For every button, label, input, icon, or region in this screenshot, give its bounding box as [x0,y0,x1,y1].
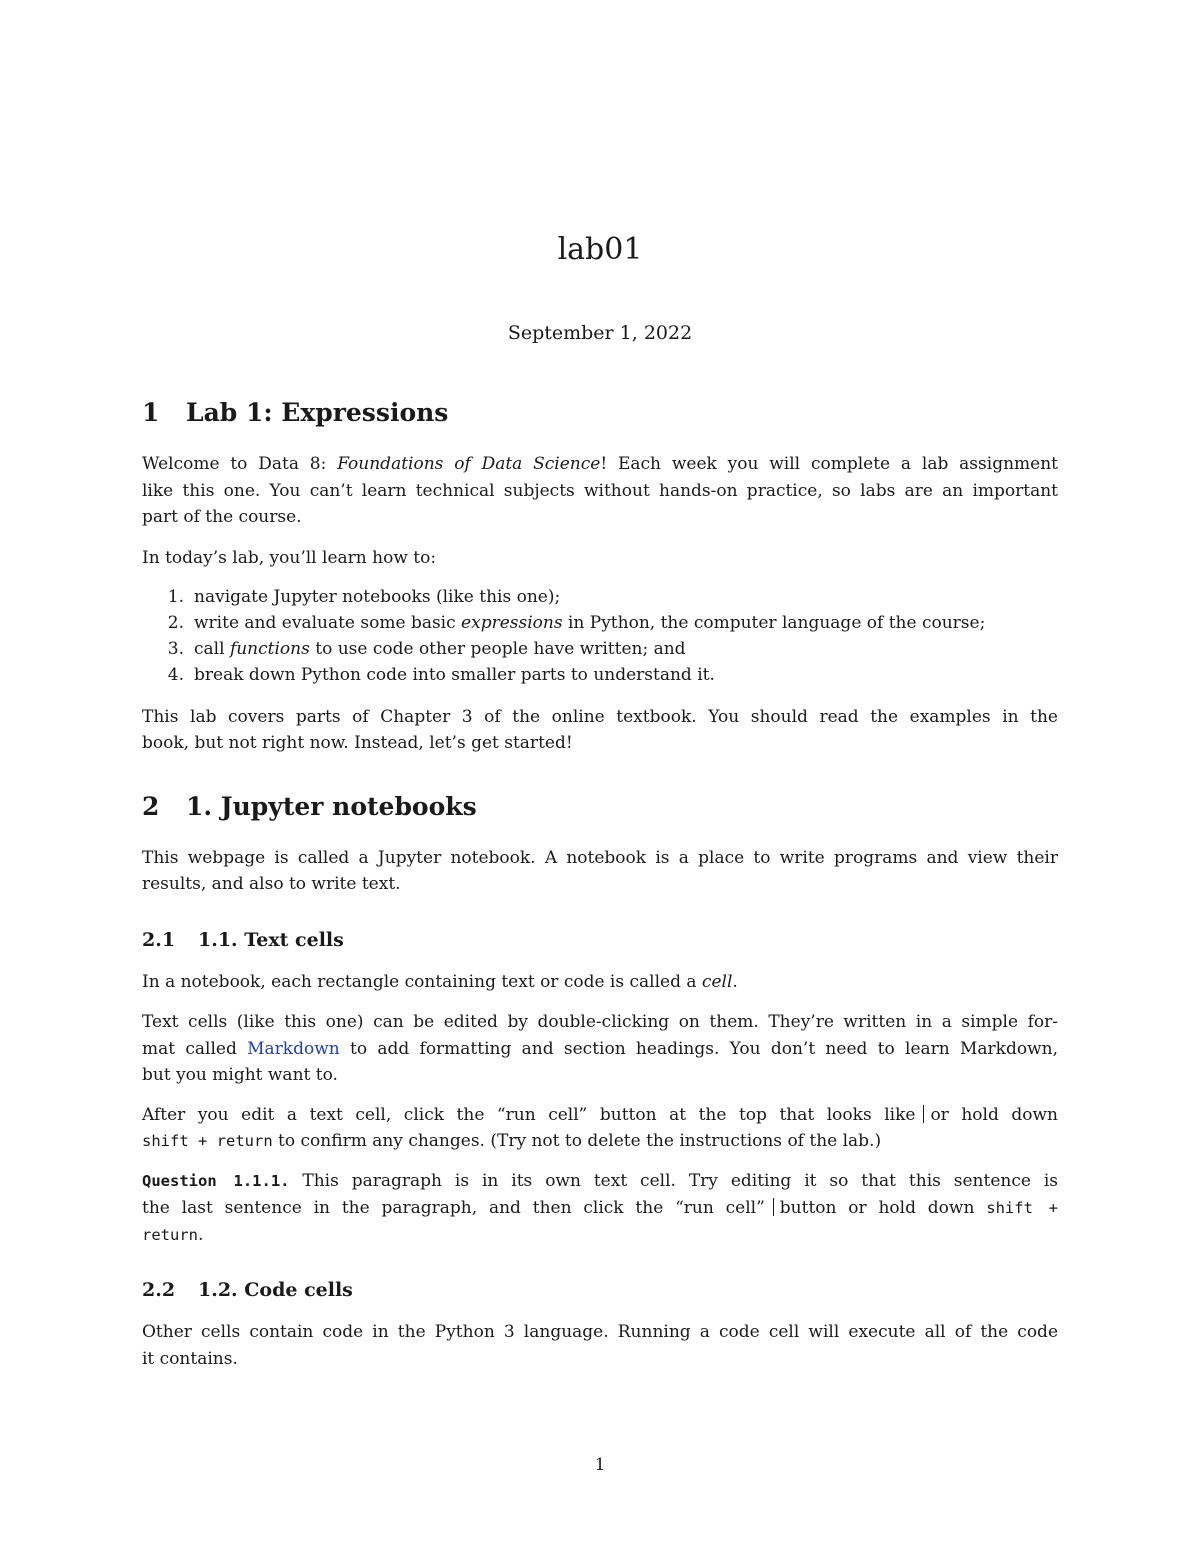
paragraph-line: like this one. You can’t learn technical subjects without hands-on practice, so labs are an important [142,481,1058,501]
section-title: Lab 1: Expressions [186,398,449,427]
section-heading-2 [142,792,477,821]
emphasis-text: Foundations of Data Science [337,454,601,474]
text-span: call [194,639,230,659]
list-number: 4. [167,665,184,685]
section-heading-1 [142,398,448,427]
page-number: 1 [594,1455,606,1475]
list-number: 2. [167,613,184,633]
paragraph-line: In today’s lab, you’ll learn how to: [142,548,437,568]
text-span: write and evaluate some basic [194,613,462,633]
text-span: This paragraph is in its own text cell. Try editing it so that this sentence is [289,1171,1058,1191]
text-span: . [732,972,738,992]
text-span: break down Python code into smaller parts to understand it. [194,665,715,685]
text-span: . [198,1225,204,1245]
text-span: to confirm any changes. (Try not to delete the instructions of the lab.) [272,1131,882,1151]
question-label: Question 1.1.1. [142,1172,290,1190]
subsection-title: 1.2. Code cells [198,1279,353,1301]
paragraph-line [142,1105,1058,1125]
run-cell-icon [923,1105,924,1123]
paragraph-line: book, but not right now. Instead, let’s get started! [142,733,573,753]
question-line [142,1198,1058,1218]
document-title: lab01 [557,232,643,267]
markdown-link[interactable]: Markdown [247,1039,340,1059]
list-item [142,665,715,685]
question-line [142,1171,1058,1191]
text-span: to add formatting and section headings. You don’t need to learn Markdown, [339,1039,1058,1059]
emphasis-text: cell [701,972,733,992]
code-text: shift + return [142,1132,273,1150]
subsection-title: 1.1. Text cells [198,929,344,951]
emphasis-text: functions [229,639,310,659]
subsection-number: 2.1 [142,929,176,951]
subsection-heading-2-1 [142,929,344,951]
text-span: to use code other people have written; and [309,639,686,659]
paragraph-line: Text cells (like this one) can be edited by double-clicking on them. They’re written in a simple for- [142,1012,1058,1032]
text-span: mat called [142,1039,248,1059]
code-text: return [142,1226,198,1244]
subsection-number: 2.2 [142,1279,176,1301]
list-item [142,613,985,633]
paragraph-line: Other cells contain code in the Python 3 language. Running a code cell will execute all of the code [142,1322,1058,1342]
section-number: 1 [142,398,160,427]
paragraph-line: This webpage is called a Jupyter notebook. A notebook is a place to write programs and view their [142,848,1058,868]
list-number: 3. [167,639,184,659]
paragraph-line: it contains. [142,1349,238,1369]
subsection-heading-2-2 [142,1279,353,1301]
document-date: September 1, 2022 [507,322,693,344]
code-text: shift + [986,1199,1058,1217]
text-span: or hold down [930,1105,1058,1125]
question-line [142,1225,1058,1245]
paragraph-line: results, and also to write text. [142,874,401,894]
text-span: Welcome to Data 8: [142,454,338,474]
text-span: After you edit a text cell, click the “run cell” button at the top that looks like [142,1105,916,1125]
list-item [142,587,560,607]
section-title: 1. Jupyter notebooks [186,792,477,821]
text-span: ! Each week you will complete a lab assignment [600,454,1058,474]
paragraph-line: This lab covers parts of Chapter 3 of the online textbook. You should read the examples in the [142,707,1058,727]
paragraph-line [142,1039,1058,1059]
text-span: button or hold down [779,1198,987,1218]
paragraph-line [142,1131,1058,1151]
text-span: the last sentence in the paragraph, and then click the “run cell” [142,1198,765,1218]
paragraph-line: but you might want to. [142,1065,338,1085]
emphasis-text: expressions [461,613,563,633]
text-span: in Python, the computer language of the course; [562,613,986,633]
section-number: 2 [142,792,160,821]
list-number: 1. [167,587,184,607]
text-span: In a notebook, each rectangle containing text or code is called a [142,972,702,992]
paragraph-line [142,454,1058,474]
paragraph-line [142,972,1058,992]
run-cell-icon [773,1198,774,1216]
text-span: navigate Jupyter notebooks (like this one); [194,587,561,607]
list-item [142,639,686,659]
paragraph-line: part of the course. [142,507,302,527]
